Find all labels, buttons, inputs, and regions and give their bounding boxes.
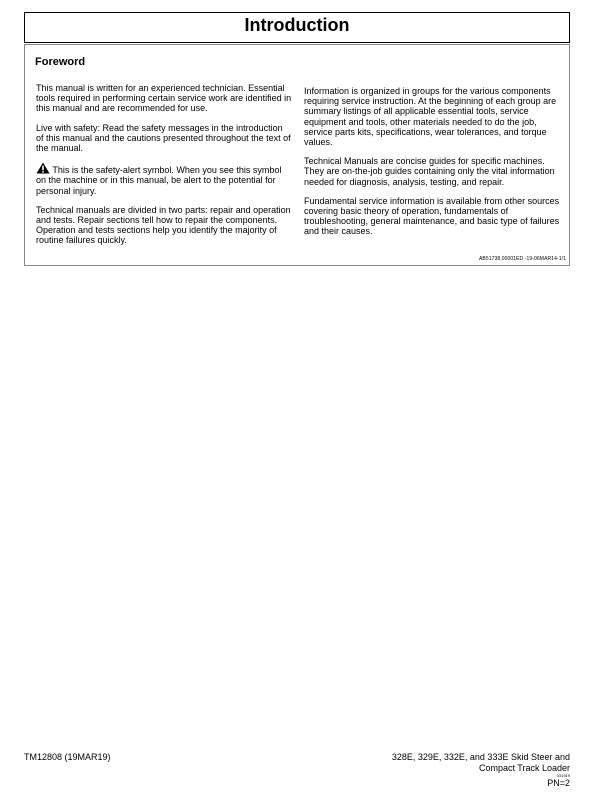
safety-alert-icon <box>36 162 50 174</box>
right-column <box>304 86 560 246</box>
paragraph-text: This is the safety-alert symbol. When you see this symbol on the machine or in this manual, be alert to the potential for personal injury. <box>36 165 282 196</box>
page-header <box>24 12 570 43</box>
left-column <box>36 83 292 255</box>
paragraph: Live with safety: Read the safety messages in the introduction of this manual and the cautions presented throughout the text of the manual. <box>36 122 291 154</box>
page-number: PN=2 <box>547 778 570 788</box>
section-heading: Foreword <box>35 56 86 68</box>
safety-alert-paragraph <box>36 162 292 196</box>
paragraph: Technical Manuals are concise guides for specific machines. They are on-the-job guides containing only the vital information needed for diagnosis, analysis, testing, and repair. <box>304 156 555 187</box>
footer-product-line1: 328E, 329E, 332E, and 333E Skid Steer and <box>391 752 570 762</box>
page-title: Introduction <box>244 15 350 35</box>
foreword-section <box>24 44 570 266</box>
paragraph: Information is organized in groups for the various components requiring service instruction. At the beginning of each group are summary listings of all applicable essential tools, service equipment and tools, other materials needed to do the job, service parts kits, specifications, wear tolerances, and torque values. <box>304 86 557 148</box>
paragraph: This manual is written for an experienced technician. Essential tools required in performing certain service work are identified in this manual and are recommended for use. <box>36 83 292 114</box>
footer-product-line2: Compact Track Loader <box>478 762 570 773</box>
footer-small-code: 031919 <box>556 773 570 778</box>
footer-manual-id: TM12808 (19MAR19) <box>24 752 111 762</box>
paragraph: Technical manuals are divided in two parts: repair and operation and tests. Repair sections tell how to repair the components. Operation and tests sections help you identify the majority of routine failures quickly. <box>36 204 291 246</box>
reference-code: AB51738,00001ED -19-06MAR14-1/1 <box>478 256 566 262</box>
footer-product <box>392 752 570 789</box>
paragraph: Fundamental service information is available from other sources covering basic theory of operation, fundamentals of troubleshooting, general maintenance, and basic type of failures and their causes. <box>304 195 560 237</box>
